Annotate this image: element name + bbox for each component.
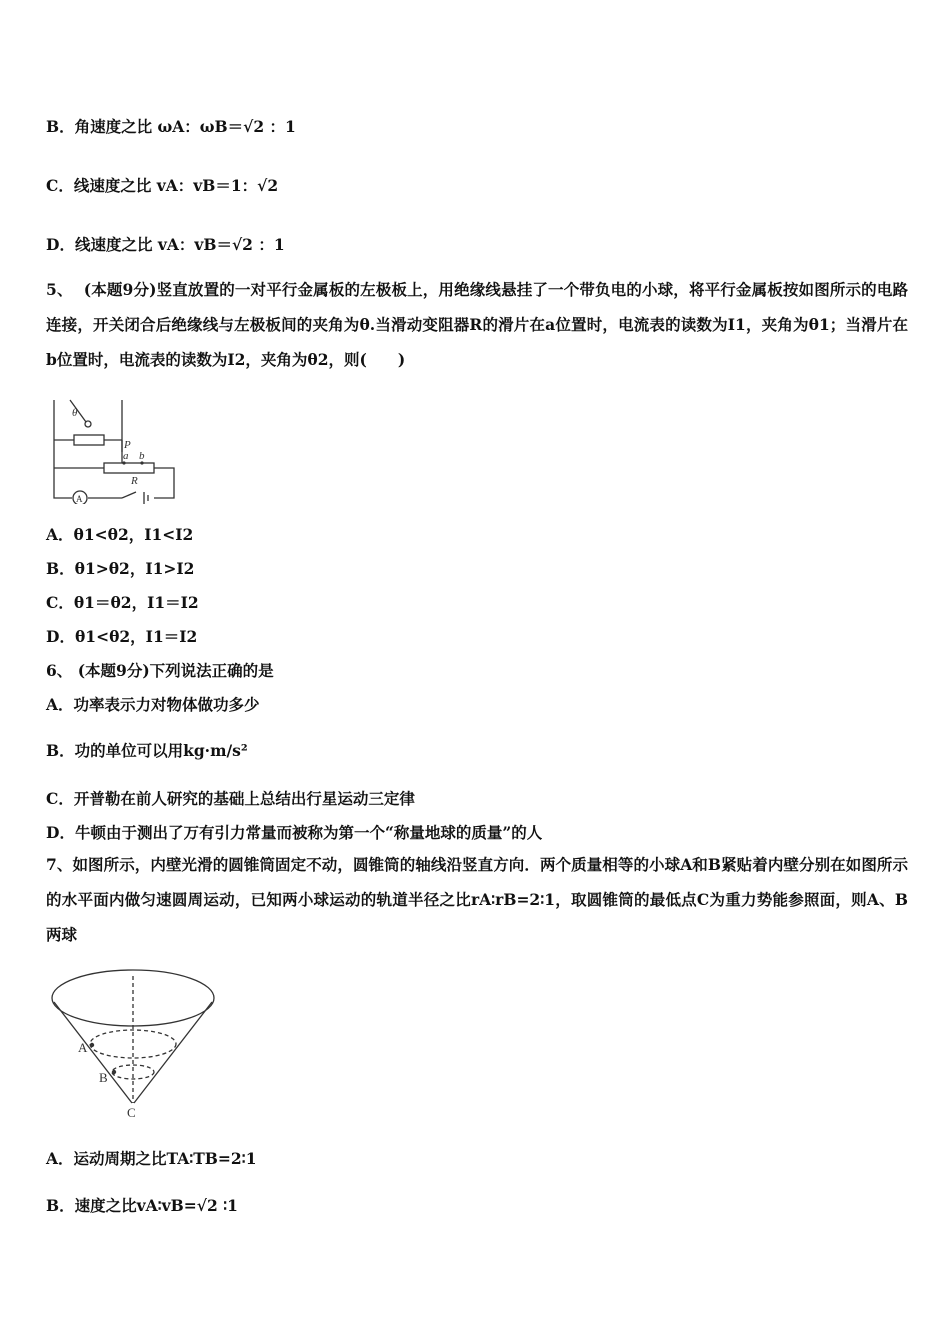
- q4-option-b: B．角速度之比 ωA：ωB＝√2 ：1: [46, 117, 296, 136]
- q7-option-b: B．速度之比vA∶vB=√2 ∶1: [46, 1196, 238, 1215]
- q5-option-c: C．θ1＝θ2，I1＝I2: [46, 593, 199, 612]
- a-label: a: [123, 450, 129, 462]
- p-label: P: [124, 439, 131, 451]
- b-label: b: [139, 450, 145, 462]
- rheostat: [104, 463, 154, 473]
- label-a: A: [78, 1040, 88, 1055]
- charged-ball: [85, 421, 91, 427]
- option-text: 线速度之比 vA：vB＝√2 ：1: [74, 235, 285, 254]
- ball-a: [90, 1043, 94, 1047]
- ball-b: [112, 1070, 116, 1074]
- fixed-resistor: [74, 435, 104, 445]
- q7-cone-figure: [50, 966, 220, 1121]
- q6-option-b: B．功的单位可以用kg·m/s²: [46, 741, 248, 760]
- option-text: 角速度之比 ωA：ωB＝√2 ：1: [74, 117, 296, 136]
- q5-circuit-figure: [44, 392, 184, 504]
- q5-option-b: B．θ1>θ2，I1>I2: [46, 559, 195, 578]
- q7-stem: 7、如图所示，内壁光滑的圆锥筒固定不动，圆锥筒的轴线沿竖直方向．两个质量相等的小球A和B紧贴着内壁分别在如图所示的水平面内做匀速圆周运动，已知两小球运动的轨道半径之比rA∶rB=2∶1，取圆锥筒的最低点C为重力势能参照面，则A、B两球: [46, 855, 908, 944]
- cone-left-edge: [54, 1002, 132, 1103]
- q6-stem: 6、 (本题9分)下列说法正确的是: [46, 661, 274, 680]
- q6-option-a: A．功率表示力对物体做功多少: [46, 695, 260, 714]
- q5-option-d: D．θ1<θ2，I1＝I2: [46, 627, 198, 646]
- option-text: 线速度之比 vA：vB＝1：√2: [73, 176, 279, 195]
- r-label: R: [131, 475, 138, 487]
- q5-option-a: A．θ1<θ2，I1<I2: [46, 525, 194, 544]
- label-b: B: [99, 1070, 108, 1085]
- q7-option-a: A．运动周期之比TA∶TB=2∶1: [46, 1149, 257, 1168]
- q4-option-c: C．线速度之比 vA：vB＝1：√2: [46, 176, 279, 195]
- q5-stem: 5、 (本题9分)竖直放置的一对平行金属板的左极板上，用绝缘线悬挂了一个带负电的小球，将平行金属板按如图所示的电路连接，开关闭合后绝缘线与左极板间的夹角为θ.当滑动变阻器R的滑片在a位置时，电流表的读数为I1，夹角为θ1；当滑片在b位置时，电流表的读数为I2，夹角为θ2，则( ): [46, 280, 908, 369]
- label-c: C: [127, 1105, 136, 1120]
- theta-label: θ: [72, 407, 78, 419]
- cone-right-edge: [134, 1002, 212, 1103]
- q6-option-d: D．牛顿由于测出了万有引力常量而被称为第一个“称量地球的质量”的人: [46, 823, 543, 842]
- q6-option-c: C．开普勒在前人研究的基础上总结出行星运动三定律: [46, 789, 415, 808]
- q4-option-d: D．线速度之比 vA：vB＝√2 ：1: [46, 235, 285, 254]
- ammeter-label: A: [76, 494, 83, 504]
